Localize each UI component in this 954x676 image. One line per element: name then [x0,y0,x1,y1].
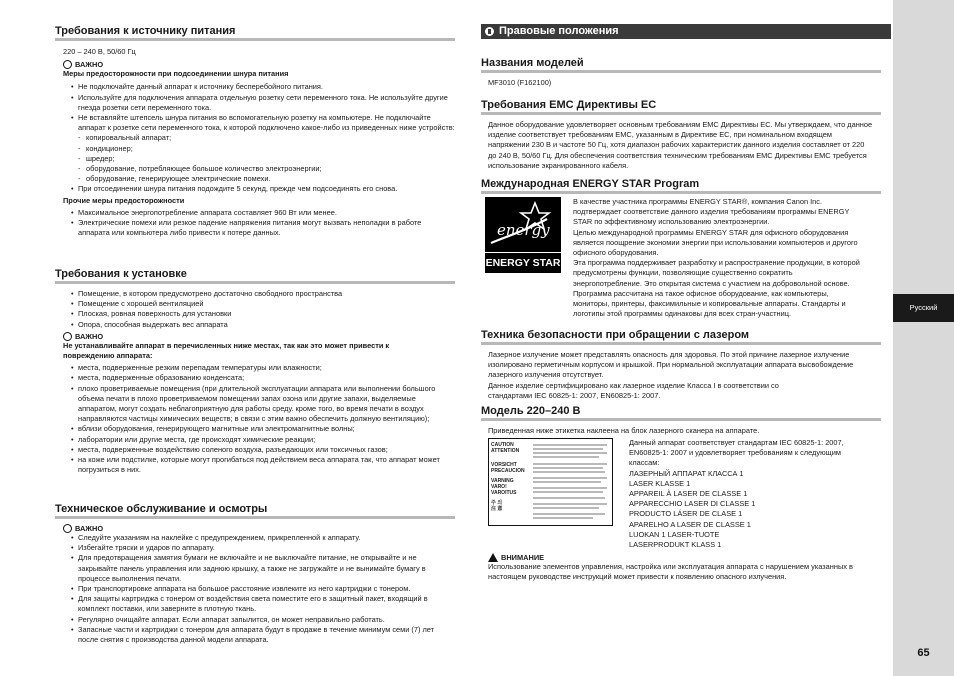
label-row: VAROITUS [491,490,517,496]
list-item: • вблизи оборудования, генерирующего магнитные или электромагнитные волны; [55,424,455,434]
models-text: MF3010 (F162100) [488,78,552,87]
important-icon [63,60,72,69]
other-precautions-title: Прочие меры предосторожности [63,195,185,205]
energy-p4: Программа рассчитана на такое офисное оборудование, как компьютеры, мониторы, принтеры, факсимильные и копировальные аппараты. Стандарты и логотипы этой программы одинаковы для всех стран-участниц. [573,288,846,319]
important-label: ВАЖНО [75,60,104,70]
important-icon [63,332,72,341]
laser-title: Техника безопасности при обращении с лазером [481,329,881,342]
models-title: Названия моделей [481,57,881,70]
power-spec: 220 – 240 В, 50/60 Гц [63,47,136,56]
laser-section [481,329,881,401]
model220-standard: Данный аппарат соответствует стандартам IEC 60825-1: 2007, EN60825-1: 2007 и удовлетворяет требованиям к следующим классам: [629,438,844,468]
important-icon [63,524,72,533]
list-item: • Запасные части и картриджи с тонером для аппарата будут в продаже в течение минимум семи (7) лет после снятия с производства данной модели аппарата. [55,625,455,645]
maintenance-important [55,524,455,533]
class-line: LASERPRODUKT KLASS 1 [629,540,722,550]
page-number: 65 [917,647,930,659]
label-row: VORSICHT [491,462,517,468]
class-line: APPARECCHIO LASER DI CLASSE 1 [629,499,756,509]
energy-star-logo-text: ENERGY STAR [485,252,561,273]
caution-header [488,553,873,562]
emc-text: Данное оборудование удовлетворяет основным требованиям EMC Директивы ЕС. Мы утверждаем, что данное изделие соответствует требованиям EMC, указанным в Директиве ЕС, при номинальном входящем напряжении 230 В и частоте 50 Гц, хотя диапазон рабочих характеристик данного изделия составляет от 220 до 240 В, 50/60 Гц. Для обеспечения соответствия техническим требованиям EMC Директивы EMC требуется использование экранированного кабеля. [488,120,873,170]
energy-section [481,178,881,319]
important-label: ВАЖНО [75,524,104,533]
list-subitem: - оборудование, потребляющее большое количество электроэнергии; [55,164,455,174]
list-item: • Для защиты картриджа с тонером от воздействия света поместите его в защитный пакет, входящий в комплект поставки, или заверните в плотную ткань. [55,594,455,614]
power-title: Требования к источнику питания [55,25,455,38]
list-item: • Избегайте тряски и ударов по аппарату. [55,543,455,553]
list-subitem: - шредер; [55,154,455,164]
list-item: • Не вставляйте штепсель шнура питания во вспомогательную розетку на компьютере. Не подключайте аппарат к розетке сети переменного тока, к которой подключено какое-либо из приведенных ниже устройств: [55,113,455,133]
laser-classes [629,438,869,550]
install-warning: Не устанавливайте аппарат в перечисленных ниже местах, так как это может привести к повреждению аппарата: [63,340,390,361]
list-item: • на коже или подстилке, которые могут прогибаться под действием веса аппарата так, что аппарат может погрузиться в них. [55,455,455,475]
energy-star-icon [485,197,561,253]
list-subitem: - кондиционер; [55,144,455,154]
class-line: APARELHO A LASER DE CLASSE 1 [629,519,751,529]
list-item: • Используйте для подключения аппарата отдельную розетку сети переменного тока. Не используйте другие гнезда розетки сети переменного тока. [55,93,455,113]
list-item: • места, подверженные резким перепадам температуры или влажности; [55,363,455,373]
list-subitem: - копировальный аппарат; [55,133,455,143]
energy-star-logo [485,197,561,273]
list-item: • места, подверженные воздействию соленого воздуха, разъедающих или токсичных газов; [55,445,455,455]
label-row: CAUTION [491,442,514,448]
list-item: • При отсоединении шнура питания подождите 5 секунд, прежде чем подсоединять его снова. [55,184,455,194]
list-item: • Максимальное энергопотребление аппарата составляет 960 Вт или менее. [55,208,455,218]
label-row: ATTENTION [491,448,520,454]
install-section [55,268,455,475]
list-item: • Помещение с хорошей вентиляцией [55,299,455,309]
install-important [55,332,455,341]
class-line: PRODUCTO LÁSER DE CLASE 1 [629,509,743,519]
caution-block [488,553,873,582]
maintenance-list [55,533,455,645]
laser-p2: Данное изделие сертифицировано как лазерное изделие Класса I в соответствии со стандартами IEC 60825-1: 2007, EN60825-1: 2007. [488,380,779,400]
class-line: APPAREIL À LASER DE CLASSE 1 [629,489,748,499]
list-subitem: - оборудование, генерирующее электрические помехи. [55,174,455,184]
power-section [55,25,455,238]
list-item: • Не подключайте данный аппарат к источнику бесперебойного питания. [55,82,455,92]
laser-p1: Лазерное излучение может представлять опасность для здоровья. По этой причине лазерное излучение изолировано герметичным корпусом и крышкой. При нормальной эксплуатации аппарата высвобождение лазерного излучения отсутствует. [488,350,854,380]
legal-section-bar [481,24,891,39]
label-row: VARNING [491,478,514,484]
legal-section-title: Правовые положения [499,25,619,37]
list-item: • Помещение, в котором предусмотрено достаточно свободного пространства [55,289,455,299]
list-item: • Регулярно очищайте аппарат. Если аппарат запылится, он может неправильно работать. [55,615,455,625]
energy-p2: Целью международной программы ENERGY STAR для офисного оборудования является поощрение экономии энергии при использовании компьютеров и другого офисного оборудования. [573,227,858,258]
list-item: • Следуйте указаниям на наклейке с предупреждением, прикрепленной к аппарату. [55,533,455,543]
energy-text [573,197,863,319]
install-places [55,363,455,475]
maintenance-title: Техническое обслуживание и осмотры [55,503,455,516]
install-list [55,289,455,330]
class-line: ЛАЗЕРНЫЙ АППАРАТ КЛАССА 1 [629,468,744,478]
info-icon [485,27,494,36]
list-item: • Опора, способная выдержать вес аппарата [55,320,455,330]
energy-p1: В качестве участника программы ENERGY STAR®, компания Canon Inc. подтверждает соответствие данного изделия требованиям программы ENERGY STAR по эффективному использованию электроэнергии. [573,197,850,227]
maintenance-section [55,503,455,645]
label-row: VARO! [491,484,507,490]
warning-triangle-icon [488,553,498,562]
language-tab[interactable]: Русский [893,294,954,322]
emc-title: Требования EMC Директивы ЕС [481,99,881,112]
caution-text: Использование элементов управления, настройка или эксплуатация аппарата с нарушением указанных в настоящем руководстве инструкций может привести к появлению опасного излучения. [488,562,853,582]
list-item: • При транспортировке аппарата на большое расстояние извлеките из него картриджи с тонером. [55,584,455,594]
other-list [55,208,455,239]
list-item: • Плоская, ровная поверхность для установки [55,309,455,319]
energy-script: energy [497,221,550,239]
power-list [55,82,455,194]
laser-label-image [488,438,613,526]
list-item: • Для предотвращения замятия бумаги не включайте и не выключайте питание, не открывайте и не закрывайте панель управления или заднюю крышку, а также не загружайте и не вынимайте бумагу в процессе выполнения печати. [55,553,455,584]
label-fine-print [533,442,609,522]
models-section [481,57,881,88]
list-item: • лаборатории или другие места, где происходят химические реакции; [55,435,455,445]
right-sidebar [893,0,954,676]
model220-intro: Приведенная ниже этикетка наклеена на блок лазерного сканера на аппарате. [488,426,760,435]
model220-section [481,405,881,582]
power-important [55,60,455,69]
power-precautions-title: Меры предосторожности при подсоединении шнура питания [63,69,289,79]
model220-title: Модель 220–240 В [481,405,881,418]
important-label: ВАЖНО [75,331,104,341]
emc-section [481,99,881,171]
label-row: 注 意 [491,506,503,512]
list-item: • плохо проветриваемые помещения (при длительной эксплуатации аппарата или выполнении большого объема печати в плохо проветриваемом помещении запах озона или другие запахи, выделяемые аппаратом, могут создать неблагоприятную для работы среду. кроме того, во время печати в воздух направляются частицы химических веществ; в связи с этим важно обеспечить должную вентиляцию); [55,384,455,425]
install-title: Требования к установке [55,268,455,281]
class-line: LASER KLASSE 1 [629,478,691,488]
list-item: • места, подверженные образованию конденсата; [55,373,455,383]
class-line: LUOKAN 1 LASER-TUOTE [629,529,720,539]
energy-title: Международная ENERGY STAR Program [481,178,881,191]
energy-p3: Эта программа поддерживает разработку и распространение продукции, в которой предусмотрены функции, позволяющие существенно сократить энергопотребление. Это открытая система с участием на добровольной основе. [573,258,860,288]
list-item: • Электрические помехи или резкое падение напряжения питания могут вызвать неполадки в работе аппарата или компьютера либо привести к потере данных. [55,218,455,238]
label-row: 주 의 [491,500,503,506]
caution-label: ВНИМАНИЕ [501,553,545,562]
label-row: PRECAUCION [491,468,525,474]
